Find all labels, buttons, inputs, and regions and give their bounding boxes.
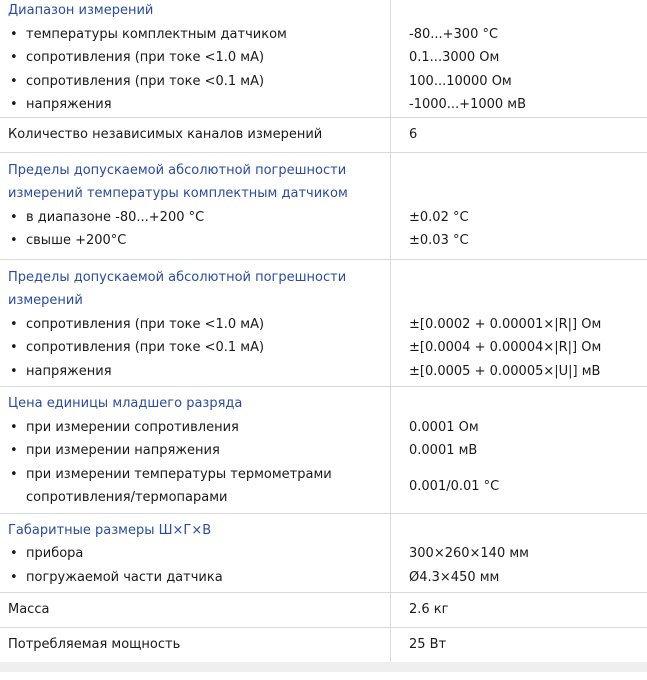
list-item [8,416,382,440]
bullet-icon: • [10,233,18,248]
item-value: 0.0001 мВ [409,443,478,458]
item-value: 100...10000 Ом [409,73,512,89]
bullet-icon: • [10,466,18,482]
bullet-icon: • [10,316,18,332]
row-label: Потребляемая мощность [8,637,181,652]
spec-row-measurement-range [0,0,647,118]
item-label: сопротивления (при токе <0.1 мА) [26,73,265,89]
item-label: свыше +200°С [26,233,127,248]
list-item [8,542,382,566]
item-value: 0.1...3000 Ом [409,50,500,65]
row-value: 25 Вт [409,637,447,652]
bullet-icon: • [10,209,18,225]
bullet-icon: • [10,340,18,355]
spec-row-power [0,628,647,662]
bullet-icon: • [10,97,18,112]
item-value: ±0.03 °С [409,233,469,248]
spec-row-channels [0,118,647,153]
bullet-icon: • [10,50,18,65]
item-label: температуры комплектным датчиком [26,26,287,42]
item-label: при измерении напряжения [26,443,220,458]
item-value: ±[0.0004 + 0.00004×|R|] Ом [409,340,602,355]
item-value: 0.001/0.01 °С [409,478,500,494]
spec-row-mass [0,593,647,628]
item-value: ±[0.0005 + 0.00005×|U|] мВ [409,363,601,379]
item-value: -80...+300 °С [409,26,499,42]
item-value: ±[0.0002 + 0.00001×|R|] Ом [409,316,602,332]
list-item [8,93,382,117]
list-item [8,229,382,253]
list-item [8,206,382,230]
section-heading: измерений температуры комплектным датчиком [8,186,348,201]
bullet-icon: • [10,569,18,585]
list-item [8,46,382,70]
section-heading: Пределы допускаемой абсолютной погрешности [8,269,347,285]
bullet-icon: • [10,73,18,89]
item-label: погружаемой части датчика [26,569,223,585]
list-item [8,439,382,463]
item-label: прибора [26,546,84,561]
spec-row-resolution [0,387,647,514]
spec-row-temperature-error [0,153,647,260]
item-value: ±0.02 °С [409,209,469,225]
item-label: сопротивления (при токе <0.1 мА) [26,340,265,355]
item-value: 300×260×140 мм [409,546,529,561]
row-value: 2.6 кг [409,602,449,617]
bullet-icon: • [10,546,18,561]
item-label: при измерении сопротивления [26,419,239,435]
item-label: сопротивления (при токе <1.0 мА) [26,50,265,65]
section-heading: Диапазон измерений [8,3,154,18]
row-label: Количество независимых каналов измерений [8,126,323,142]
section-heading: Габаритные размеры Ш×Г×В [8,522,212,538]
bullet-icon: • [10,26,18,42]
item-label: сопротивления (при токе <1.0 мА) [26,316,265,332]
item-value: -1000...+1000 мВ [409,97,527,112]
item-value: Ø4.3×450 мм [409,569,500,585]
list-item [8,336,382,360]
list-item [8,463,382,487]
table-footer-bar [0,662,647,672]
item-label: в диапазоне -80...+200 °С [26,209,205,225]
list-item [8,313,382,337]
item-label: напряжения [26,97,112,112]
row-value: 6 [409,126,418,142]
section-heading: Пределы допускаемой абсолютной погрешности [8,162,347,178]
spec-row-dimensions [0,514,647,594]
section-heading: измерений [8,293,83,308]
list-item [8,23,382,47]
list-item-continuation [8,486,382,510]
list-item [8,566,382,590]
item-value: 0.0001 Ом [409,419,479,435]
row-label: Масса [8,602,50,617]
list-item [8,70,382,94]
item-label: напряжения [26,363,112,379]
item-label: при измерении температуры термометрами [26,466,332,482]
bullet-icon: • [10,419,18,435]
spec-row-measurement-error [0,260,647,388]
bullet-icon: • [10,443,18,458]
section-heading: Цена единицы младшего разряда [8,396,243,411]
spacer [409,0,629,23]
list-item [8,360,382,384]
bullet-icon: • [10,363,18,379]
item-label: сопротивления/термопарами [26,490,228,505]
